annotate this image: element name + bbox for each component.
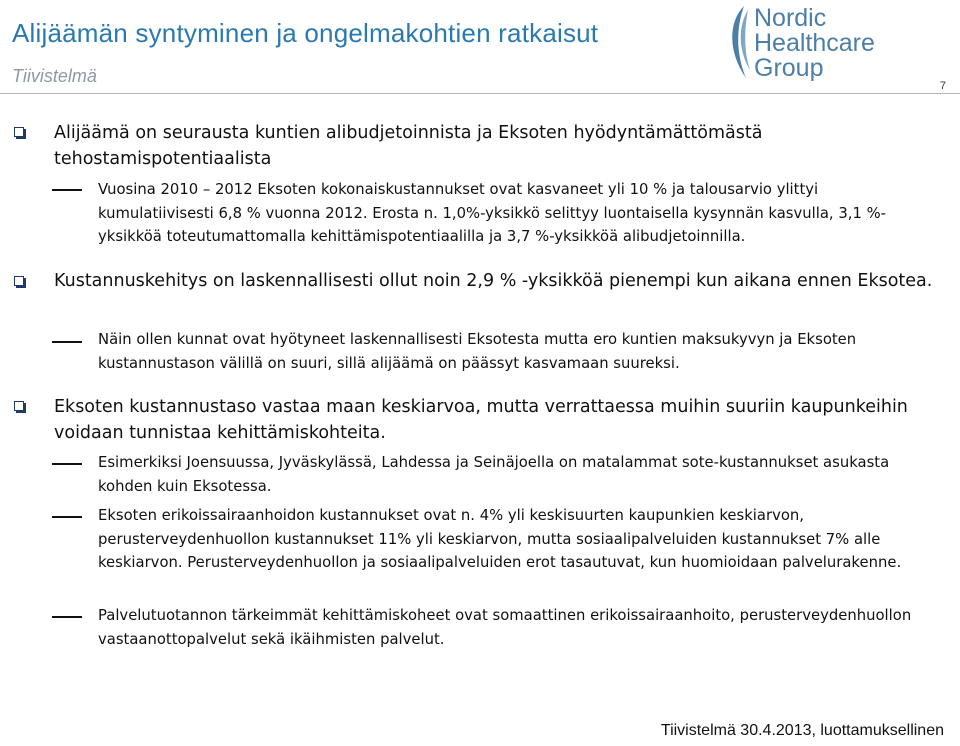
dash-bullet-icon [52,341,82,343]
sub-bullet-text: Esimerkiksi Joensuussa, Jyväskylässä, Lahdessa ja Seinäjoella on matalammat sote-kustannukset asukasta kohden kuin Eksotessa. [98,454,890,495]
bullet-text: Alijäämä on seurausta kuntien alibudjetoinnista ja Eksoten hyödyntämättömästä tehostamispotentiaalista [54,123,763,169]
sub-bullet-text: Näin ollen kunnat ovat hyötyneet laskennallisesti Eksotesta mutta ero kuntien maksukyvyn ja Eksoten kustannustason välillä on suuri, sillä alijäämä on päässyt kasvamaan suureksi. [98,331,857,372]
checkbox-bullet-icon [14,401,24,411]
dash-bullet-icon [52,516,82,518]
dash-bullet-icon [52,189,82,191]
header-divider [0,93,960,94]
slide-footer: Tiivistelmä 30.4.2013, luottamuksellinen [660,722,944,739]
dash-bullet-icon [52,463,82,465]
sub-bullet-text: Vuosina 2010 – 2012 Eksoten kokonaiskustannukset ovat kasvaneet yli 10 % ja talousarvio ylittyi kumulatiivisesti 6,8 % vuonna 2012. Erosta n. 1,0%-yksikkö selittyy luontaisella kysynnän kasvulla, 3,1 %-yksikköä toteutumattomalla kehittämispotentiaalilla ja 3,7 %-yksikköä alibudjetoinnilla. [98,181,886,245]
page-number: 7 [939,80,946,92]
bullet-text: Eksoten kustannustaso vastaa maan keskiarvoa, mutta verrattaessa muihin suuriin kaupunkeihin voidaan tunnistaa kehittämiskohteita. [54,397,908,443]
dash-bullet-icon [52,616,82,618]
checkbox-bullet-icon [14,276,24,286]
bullet-text: Kustannuskehitys on laskennallisesti ollut noin 2,9 % -yksikköä pienempi kun aikana ennen Eksotea. [54,271,933,291]
logo-wordmark: Nordic Healthcare Group [754,4,875,82]
sub-bullet-text: Palvelutuotannon tärkeimmät kehittämiskoheet ovat somaattinen erikoissairaanhoito, perusterveydenhuollon vastaanottopalvelut sekä ikäihmisten palvelut. [98,607,912,648]
logo-swoosh-icon [724,4,754,84]
checkbox-bullet-icon [14,127,24,137]
slide-title: Alijäämän syntyminen ja ongelmakohtien ratkaisut [12,18,599,48]
slide-subtitle: Tiivistelmä [12,66,97,86]
company-logo [724,4,930,84]
sub-bullet-text: Eksoten erikoissairaanhoidon kustannukset ovat n. 4% yli keskisuurten kaupunkien keskiarvon, perusterveydenhuollon kustannukset 11% yli keskiarvon, mutta sosiaalipalveluiden kustannukset 7% alle keskiarvon. Perusterveydenhuollon ja sosiaalipalveluiden erot tasautuvat, kun huomioidaan palvelurakenne. [98,507,902,571]
